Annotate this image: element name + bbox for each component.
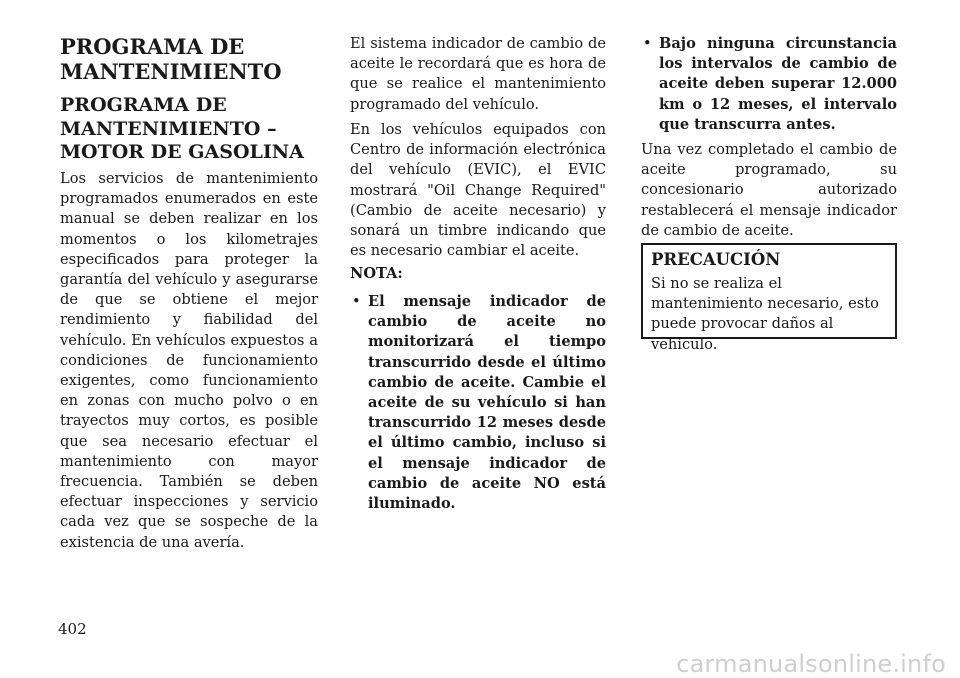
intro-paragraph: Los servicios de mantenimiento programados enumerados en este manual se deben realizar en los momentos o los kilometrajes especificados para proteger la garantía del vehículo y asegurarse de que se obtiene el mejor rendimiento y fiabilidad del vehículo. En vehículos expuestos a condiciones de funcionamiento exigentes, como funcionamiento en zonas con mucho polvo o en trayectos muy cortos, es posible que sea necesario efectuar el mantenimiento con mayor frecuencia. También se deben efectuar inspecciones y servicio cada vez que se sospeche de la existencia de una avería. xyxy=(60,170,318,551)
caution-text: Si no se realiza el mantenimiento necesario, esto puede provocar daños al vehículo. xyxy=(651,275,879,353)
caution-title: PRECAUCIÓN xyxy=(651,250,781,269)
note-label: NOTA: xyxy=(350,265,403,282)
evic-paragraph: En los vehículos equipados con Centro de información electrónica del vehículo (EVIC), el EVIC mostrará "Oil Change Required" (Cambio de aceite necesario) y sonará un timbre indicando que es necesario cambiar el aceite. xyxy=(350,121,606,260)
interval-bullet-item xyxy=(641,34,897,135)
interval-bullet-text: Bajo ninguna circunstancia los intervalos de cambio de aceite deben superar 12.000 km o 12 meses, el intervalo que transcurra antes. xyxy=(659,35,897,133)
oil-indicator-paragraph: El sistema indicador de cambio de aceite le recordará que es hora de que se realice el mantenimiento programado del vehículo. xyxy=(350,35,606,113)
bullet-icon: • xyxy=(352,293,361,310)
note-bullet-item xyxy=(350,292,606,514)
bullet-icon: • xyxy=(643,35,652,52)
page-number: 402 xyxy=(58,620,87,638)
section-title: PROGRAMA DE MANTENIMIENTO – MOTOR DE GASOLINA xyxy=(60,94,304,163)
caution-box xyxy=(641,243,897,353)
reset-paragraph: Una vez completado el cambio de aceite programado, su concesionario autorizado restablecerá el mensaje indicador de cambio de aceite. xyxy=(641,141,897,239)
watermark-logo: carmanualsonline.info xyxy=(676,650,946,678)
page-title: PROGRAMA DE MANTENIMIENTO xyxy=(60,34,282,84)
note-bullet-text: El mensaje indicador de cambio de aceite no monitorizará el tiempo transcurrido desde el último cambio de aceite. Cambie el aceite de su vehículo si han transcurrido 12 meses desde el último cambio, incluso si el mensaje indicador de cambio de aceite NO está iluminado. xyxy=(368,293,606,513)
